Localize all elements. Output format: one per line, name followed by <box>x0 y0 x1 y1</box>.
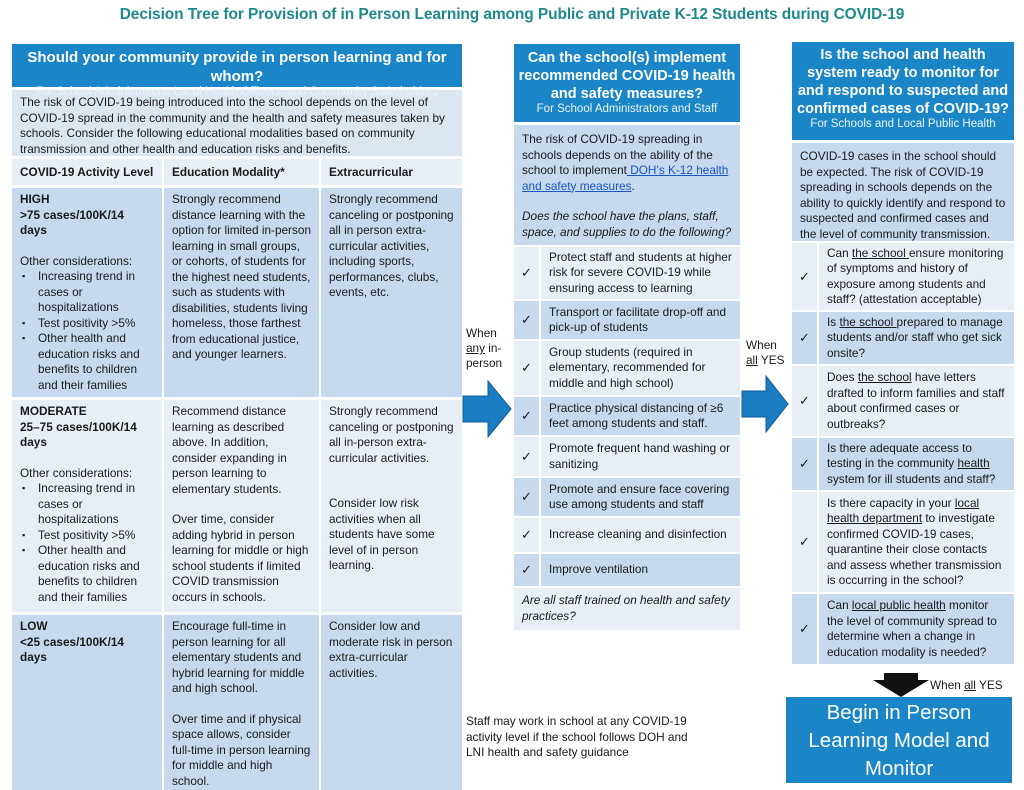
table-row-low <box>12 615 462 790</box>
check-icon: ✓ <box>514 341 539 395</box>
checklist-item: ✓ Can local public health monitor the level of community spread to determine when a change in education modality is needed? <box>792 594 1014 664</box>
arrow-label-any-in-person: When any in- person <box>466 326 503 370</box>
school-header <box>514 44 740 122</box>
begin-in-person-learning-box: Begin in Person Learning Model and Monitor <box>786 697 1012 783</box>
level-name: HIGH <box>20 192 50 206</box>
checklist-item: ✓ Transport or facilitate drop-off and pick-up of students <box>514 301 740 339</box>
school-question: Can the school(s) implement recommended COVID-19 health and safety measures? <box>518 50 736 102</box>
activity-level-table <box>10 156 464 790</box>
staff-trained-question: Are all staff trained on health and safety practices? <box>514 588 740 630</box>
community-header <box>12 44 462 98</box>
activity-level-cell <box>12 615 162 790</box>
other-considerations-label: Other considerations: <box>20 253 133 268</box>
other-considerations-label: Other considerations: <box>20 465 133 480</box>
extracurricular-cell <box>321 400 462 612</box>
column-header-activity-level: COVID-19 Activity Level <box>12 159 162 185</box>
monitoring-audience: For Schools and Local Public Health <box>810 118 996 130</box>
table-row-moderate <box>12 400 462 612</box>
level-threshold: <25 cases/100K/14 days <box>20 634 124 664</box>
check-icon: ✓ <box>792 594 817 664</box>
checklist-item: ✓ Improve ventilation <box>514 554 740 586</box>
checklist-item: ✓ Increase cleaning and disinfection <box>514 518 740 552</box>
checklist-item: ✓ Promote frequent hand washing or sanitizing <box>514 437 740 476</box>
column-header-education-modality: Education Modality* <box>164 159 319 185</box>
monitoring-panel <box>792 42 1014 664</box>
check-icon: ✓ <box>514 247 539 299</box>
arrow-label-all-yes-final: When all YES <box>930 678 1003 692</box>
check-icon: ✓ <box>792 243 817 310</box>
level-name: LOW <box>20 619 48 633</box>
checklist-item: ✓ Protect staff and students at higher risk for severe COVID-19 while ensuring access to learning <box>514 247 740 299</box>
modality-text: Over time, consider adding hybrid in person learning for middle or high school students if limited COVID transmission occurs in schools. <box>172 512 309 604</box>
list-item: ▪ Increasing trend in cases or hospitalizations <box>20 269 154 316</box>
extracurricular-text: Consider low risk activities when all students have some level of in person learning. <box>329 496 435 572</box>
school-measures-panel <box>514 44 740 630</box>
monitoring-intro: COVID-19 cases in the school should be expected. The risk of COVID-19 spreading in schools depends on the ability to quickly identify and respond to suspected and confirmed cases and the level of community transmission. <box>792 143 1014 241</box>
extracurricular-text: Strongly recommend canceling or postponing all in person extra-curricular activities, including sports, performances, clubs, events, etc. <box>329 192 454 299</box>
measures-checklist <box>514 247 740 586</box>
extracurricular-cell <box>321 615 462 790</box>
activity-level-cell <box>12 188 162 397</box>
list-item: ▪ Other health and education risks and benefits to children and their families <box>20 543 154 605</box>
table-header-row <box>12 159 462 185</box>
check-icon: ✓ <box>792 438 817 490</box>
check-icon: ✓ <box>514 518 539 552</box>
checklist-item: ✓ Practice physical distancing of ≥6 feet among students and staff. <box>514 397 740 435</box>
list-item: ▪ Increasing trend in cases or hospitalizations <box>20 481 154 528</box>
check-icon: ✓ <box>514 301 539 339</box>
community-panel <box>12 44 462 790</box>
checklist-item: ✓ Is there adequate access to testing in the community health system for ill students and staff? <box>792 438 1014 490</box>
table-row-high <box>12 188 462 397</box>
level-threshold: 25–75 cases/100K/14 days <box>20 419 137 449</box>
monitoring-header <box>792 42 1014 140</box>
level-name: MODERATE <box>20 404 87 418</box>
modality-text: Recommend distance learning as described above. In addition, consider expanding in person learning to elementary students. <box>172 404 287 496</box>
modality-text: Encourage full-time in person learning for all elementary students and hybrid learning for middle and high school. <box>172 619 305 695</box>
right-arrow-icon <box>741 375 789 433</box>
checklist-item: ✓ Is the school prepared to manage students and/or staff who get sick onsite? <box>792 312 1014 364</box>
check-icon: ✓ <box>792 312 817 364</box>
column-header-extracurricular: Extracurricular <box>321 159 462 185</box>
doh-k12-measures-link[interactable]: DOH’s K-12 health and safety measures <box>522 163 729 193</box>
school-audience: For School Administrators and Staff <box>536 103 718 115</box>
checklist-item: ✓ Is there capacity in your local health department to investigate confirmed COVID-19 cases, quarantine their close contacts and assess whether transmission is occurring in the school? <box>792 492 1014 592</box>
community-audience: For School Administrators, Local Health Officers, and Community Stakeholders <box>36 86 438 98</box>
list-item: ▪ Test positivity >5% <box>20 528 154 544</box>
education-modality-cell <box>164 400 319 612</box>
extracurricular-cell <box>321 188 462 397</box>
checklist-item: ✓ Group students (required in elementary, recommended for middle and high school) <box>514 341 740 395</box>
checklist-item: ✓ Does the school have letters drafted to inform families and staff about confirmed cases or outbreaks? <box>792 366 1014 436</box>
staff-note: Staff may work in school at any COVID-19 activity level if the school follows DOH and LNI health and safety guidance <box>466 714 688 759</box>
check-icon: ✓ <box>792 366 817 436</box>
check-icon: ✓ <box>514 554 539 586</box>
community-question: Should your community provide in person learning and for whom? <box>27 49 447 85</box>
list-item: ▪ Test positivity >5% <box>20 316 154 332</box>
considerations-list <box>20 269 154 393</box>
check-icon: ✓ <box>514 478 539 516</box>
checklist-item: ✓ Can the school ensure monitoring of symptoms and history of exposure among students and staff? (attestation acceptable) <box>792 243 1014 310</box>
check-icon: ✓ <box>514 437 539 476</box>
checklist-item: ✓ Promote and ensure face covering use among students and staff <box>514 478 740 516</box>
extracurricular-text: Consider low and moderate risk in person extra-curricular activities. <box>329 619 453 680</box>
extracurricular-text: Strongly recommend canceling or postponing all in-person extra-curricular activities. <box>329 404 454 465</box>
monitoring-question: Is the school and health system ready to monitor for and respond to suspected and confirmed cases of COVID-19? <box>797 47 1009 117</box>
considerations-list <box>20 481 154 605</box>
down-arrow-icon <box>872 672 930 698</box>
right-arrow-icon <box>462 380 512 438</box>
check-icon: ✓ <box>792 492 817 592</box>
list-item: ▪ Other health and education risks and benefits to children and their families <box>20 331 154 393</box>
community-intro: The risk of COVID-19 being introduced into the school depends on the level of COVID-19 spread in the community and the health and safety measures taken by schools. Consider the following educational modalities based on community transmission and other health and education risks and benefits. <box>12 90 462 156</box>
modality-text: Strongly recommend distance learning with the option for limited in-person learning in small groups, or cohorts, of students for the highest need students, such as students with disabilities, students living homeless, those farthest from educational justice, and younger learners. <box>172 192 312 361</box>
arrow-label-all-yes: When all YES <box>746 338 785 367</box>
education-modality-cell <box>164 188 319 397</box>
monitoring-checklist <box>792 243 1014 664</box>
activity-level-cell <box>12 400 162 612</box>
school-prompt: Does the school have the plans, staff, space, and supplies to do the following? <box>522 209 732 239</box>
page-title: Decision Tree for Provision of in Person Learning among Public and Private K-12 Students during COVID-19 <box>119 6 905 23</box>
school-intro: The risk of COVID-19 spreading in schools depends on the ability of the school to implement DOH’s K-12 health and safety measures. Does the school have the plans, staff, space, and supplies to do the following? <box>514 125 740 245</box>
check-icon: ✓ <box>514 397 539 435</box>
modality-text: Over time and if physical space allows, consider full-time in person learning for middle and high school. <box>172 711 311 788</box>
level-threshold: >75 cases/100K/14 days <box>20 207 124 237</box>
education-modality-cell <box>164 615 319 790</box>
